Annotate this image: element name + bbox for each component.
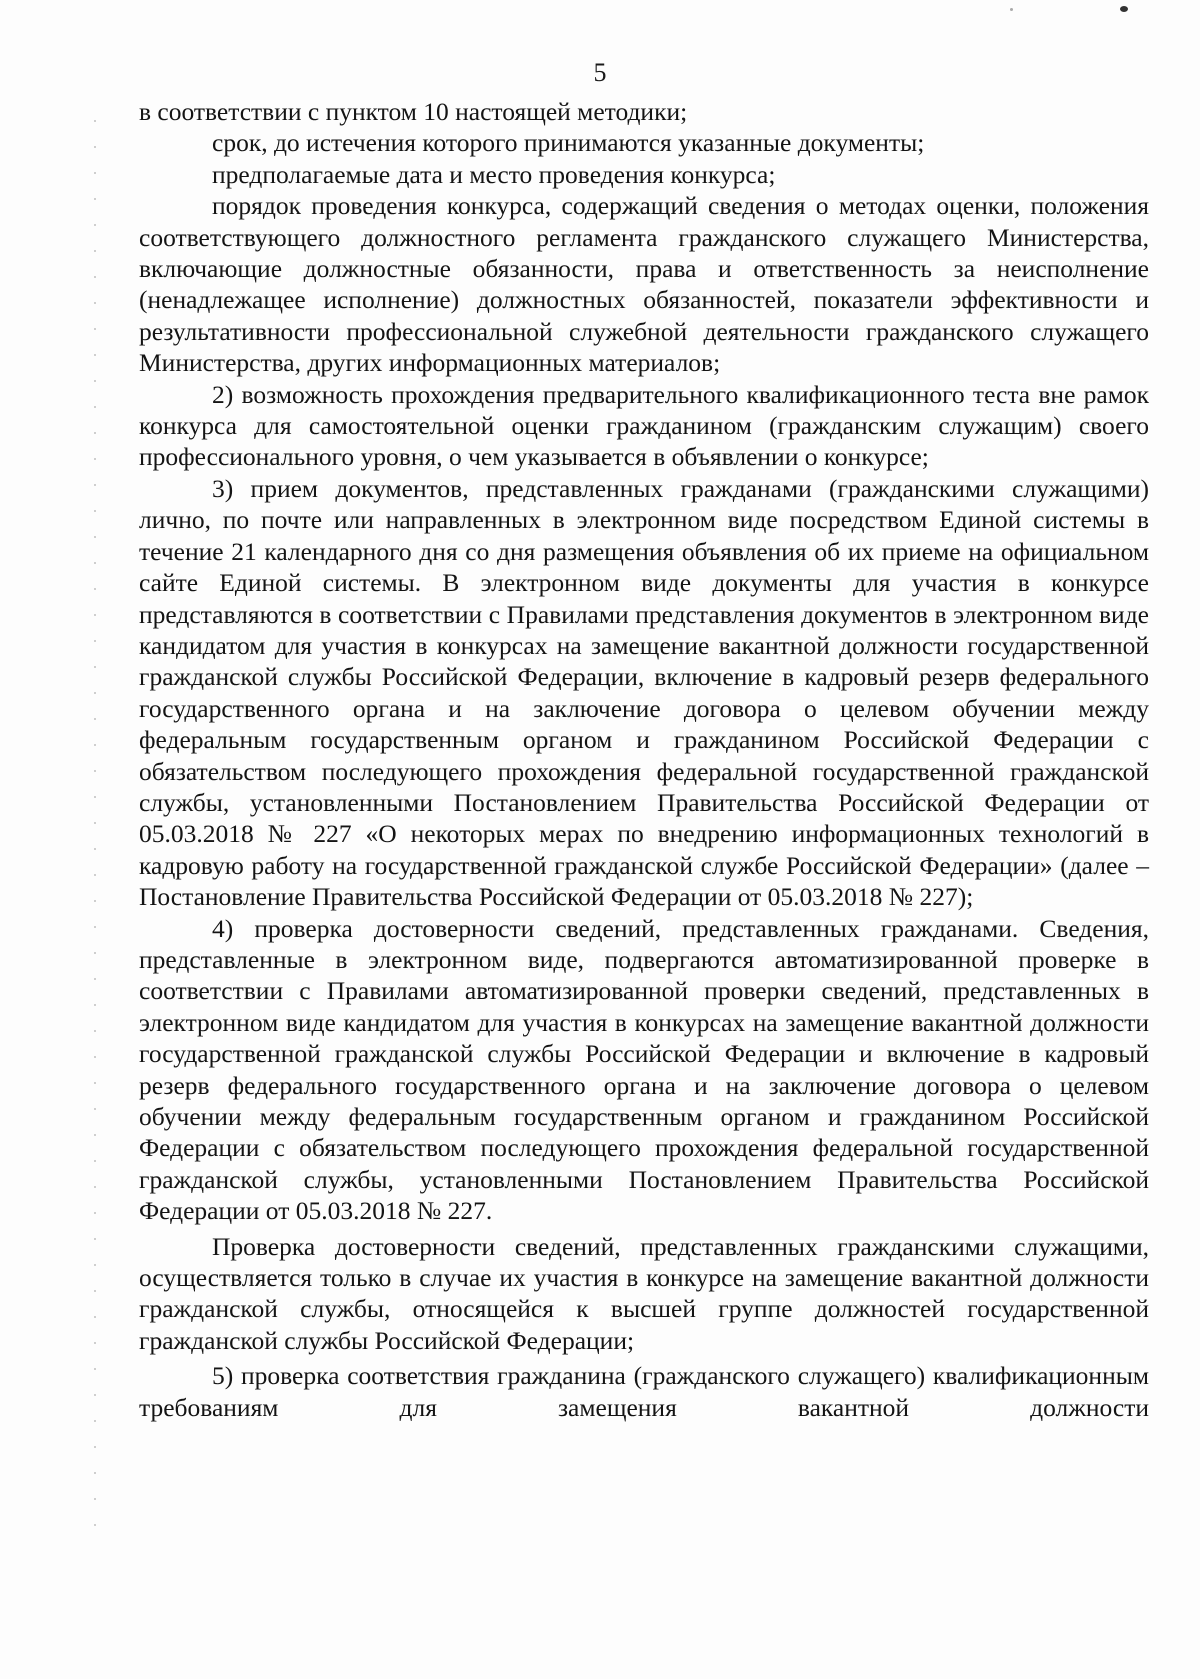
paragraph: Проверка достоверности сведений, представленных гражданскими служащими, осуществляется только в случае их участия в конкурсе на замещение вакантной должности гражданской службы, относящейся к высшей группе должностей государственной гражданской службы Российской Федерации;	[139, 1231, 1149, 1355]
paragraph: 2) возможность прохождения предварительного квалификационного теста вне рамок конкурса для самостоятельной оценки гражданином (гражданским служащим) своего профессионального уровня, о чем указывается в объявлении о конкурсе;	[139, 379, 1149, 472]
paragraph: срок, до истечения которого принимаются указанные документы;	[212, 128, 925, 158]
scan-edge-marks	[94, 120, 96, 1540]
paragraph: в соответствии с пунктом 10 настоящей методики;	[139, 97, 688, 126]
paragraph: 5) проверка соответствия гражданина (гражданского служащего) квалификационным требованиям для замещения вакантной должности	[139, 1361, 1149, 1422]
scan-speck	[1120, 6, 1128, 12]
paragraph: предполагаемые дата и место проведения конкурса;	[212, 159, 776, 189]
paragraph: 4) проверка достоверности сведений, представленных гражданами. Сведения, представленные в электронном виде, подвергаются автоматизированной проверке в соответствии с Правилами автоматизированной проверки сведений, представленных в электронном виде кандидатом для участия в конкурсах на замещение вакантной должности государственной гражданской службы Российской Федерации и включение в кадровый резерв федерального государственного органа и на заключение договора о целевом обучении между федеральным государственным органом и гражданином Российской Федерации с обязательством последующего прохождения федеральной государственной гражданской службы, установленными Постановлением Правительства Российской Федерации от 05.03.2018 № 227.	[139, 913, 1149, 1226]
scan-speck	[1010, 8, 1013, 11]
document-body	[139, 96, 1149, 1423]
paragraph: 3) прием документов, представленных гражданами (гражданскими служащими) лично, по почте или направленных в электронном виде посредством Единой системы в течение 21 календарного дня со дня размещения объявления об их приеме на официальном сайте Единой системы. В электронном виде документы для участия в конкурсе представляются в соответствии с Правилами представления документов в электронном виде кандидатом для участия в конкурсах на замещение вакантной должности государственной гражданской службы Российской Федерации, включение в кадровый резерв федерального государственного органа и на заключение договора о целевом обучении между федеральным государственным органом и гражданином Российской Федерации с обязательством последующего прохождения федеральной государственной гражданской службы, установленными Постановлением Правительства Российской Федерации от 05.03.2018 № 227 «О некоторых мерах по внедрению информационных технологий в кадровую работу на государственной гражданской службе Российской Федерации» (далее – Постановление Правительства Российской Федерации от 05.03.2018 № 227);	[139, 473, 1149, 912]
paragraph: порядок проведения конкурса, содержащий сведения о методах оценки, положения соответствующего должностного регламента гражданского служащего Министерства, включающие должностные обязанности, права и ответственность за неисполнение (ненадлежащее исполнение) должностных обязанностей, показатели эффективности и результативности профессиональной служебной деятельности гражданского служащего Министерства, других информационных материалов;	[139, 191, 1149, 378]
page-number: 5	[593, 58, 607, 87]
